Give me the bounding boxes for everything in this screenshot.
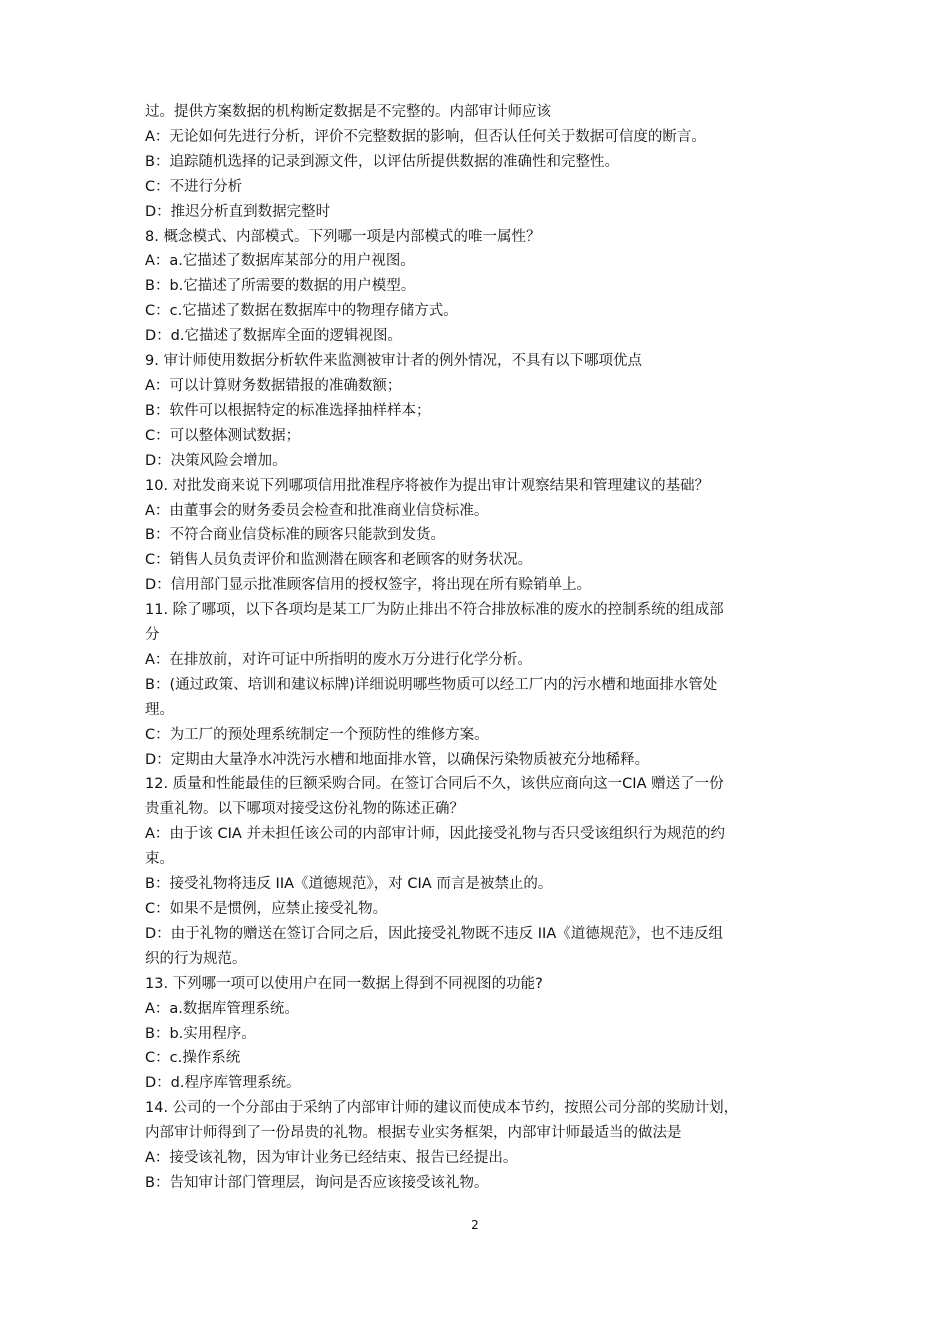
text-line: C：可以整体测试数据； (145, 427, 301, 444)
text-line: A：a.数据库管理系统。 (145, 1000, 299, 1017)
text-line: D：d.程序库管理系统。 (145, 1075, 301, 1092)
text-line: D：由于礼物的赠送在签订合同之后，因此接受礼物既不违反 IIA《道德规范》，也不违反组 (145, 925, 723, 942)
text-line: A：由于该 CIA 并未担任该公司的内部审计师，因此接受礼物与否只受该组织行为规范的约 (145, 826, 725, 843)
text-line: C：销售人员负责评价和监测潜在顾客和老顾客的财务状况。 (145, 552, 533, 569)
text-line: 10. 对批发商来说下列哪项信用批准程序将被作为提出审计观察结果和管理建议的基础？ (145, 477, 710, 494)
page-number: 2 (471, 1218, 479, 1232)
text-line: D：信用部门显示批准顾客信用的授权签字，将出现在所有赊销单上。 (145, 577, 592, 594)
text-line: 束。 (145, 851, 174, 868)
text-line: 过。提供方案数据的机构断定数据是不完整的。内部审计师应该 (145, 104, 551, 120)
text-line: 8. 概念模式、内部模式。下列哪一项是内部模式的唯一属性？ (145, 228, 541, 245)
text-line: A：在排放前，对许可证中所指明的废水万分进行化学分析。 (145, 651, 532, 668)
text-line: C：c.操作系统 (145, 1050, 241, 1067)
text-line: 理。 (145, 701, 174, 718)
text-line: 12. 质量和性能最佳的巨额采购合同。在签订合同后不久，该供应商向这一CIA 赠送了一份 (145, 776, 724, 793)
text-line: D：推迟分析直到数据完整时 (145, 203, 331, 220)
text-line: 13. 下列哪一项可以使用户在同一数据上得到不同视图的功能? (145, 975, 543, 992)
text-line: 9. 审计师使用数据分析软件来监测被审计者的例外情况，不具有以下哪项优点 (145, 353, 642, 370)
text-line: C：如果不是惯例，应禁止接受礼物。 (145, 901, 388, 917)
text-line: A：可以计算财务数据错报的准确数额； (145, 377, 402, 394)
text-line: 11. 除了哪项，以下各项均是某工厂为防止排出不符合排放标准的废水的控制系统的组成部 (145, 602, 724, 619)
text-line: 14. 公司的一个分部由于采纳了内部审计师的建议而使成本节约，按照公司分部的奖励计划， (145, 1100, 739, 1117)
text-line: 织的行为规范。 (145, 950, 247, 967)
text-line: B：b.它描述了所需要的数据的用户模型。 (145, 278, 416, 295)
text-line: 内部审计师得到了一份昂贵的礼物。根据专业实务框架，内部审计师最适当的做法是 (145, 1125, 682, 1142)
text-line: A：无论如何先进行分析，评价不完整数据的影响，但否认任何关于数据可信度的断言。 (145, 128, 706, 145)
text-line: C：为工厂的预处理系统制定一个预防性的维修方案。 (145, 726, 489, 743)
text-line: D：d.它描述了数据库全面的逻辑视图。 (145, 328, 402, 345)
text-line: 贵重礼物。以下哪项对接受这份礼物的陈述正确？ (145, 801, 464, 818)
text-line: B：b.实用程序。 (145, 1025, 256, 1042)
text-line: B：软件可以根据特定的标准选择抽样样本； (145, 402, 431, 419)
text-line: D：决策风险会增加。 (145, 452, 287, 469)
text-line: C：c.它描述了数据在数据库中的物理存储方式。 (145, 303, 458, 320)
text-line: A：a.它描述了数据库某部分的用户视图。 (145, 253, 415, 270)
text-line: B：追踪随机选择的记录到源文件，以评估所提供数据的准确性和完整性。 (145, 153, 619, 170)
text-line: B：不符合商业信贷标准的顾客只能款到发货。 (145, 527, 445, 544)
text-line: 分 (145, 627, 160, 644)
text-line: B：(通过政策、培训和建议标牌)详细说明哪些物质可以经工厂内的污水槽和地面排水管处 (145, 676, 718, 693)
text-line: D：定期由大量净水冲洗污水槽和地面排水管，以确保污染物质被充分地稀释。 (145, 751, 650, 768)
page-body (145, 100, 815, 1196)
text-line: A：接受该礼物，因为审计业务已经结束、报告已经提出。 (145, 1150, 518, 1167)
text-line: B：接受礼物将违反 IIA《道德规范》，对 CIA 而言是被禁止的。 (145, 876, 553, 893)
text-line: C：不进行分析 (145, 178, 243, 195)
text-line: A：由董事会的财务委员会检查和批准商业信贷标准。 (145, 502, 489, 519)
text-line: B：告知审计部门管理层，询问是否应该接受该礼物。 (145, 1174, 489, 1191)
